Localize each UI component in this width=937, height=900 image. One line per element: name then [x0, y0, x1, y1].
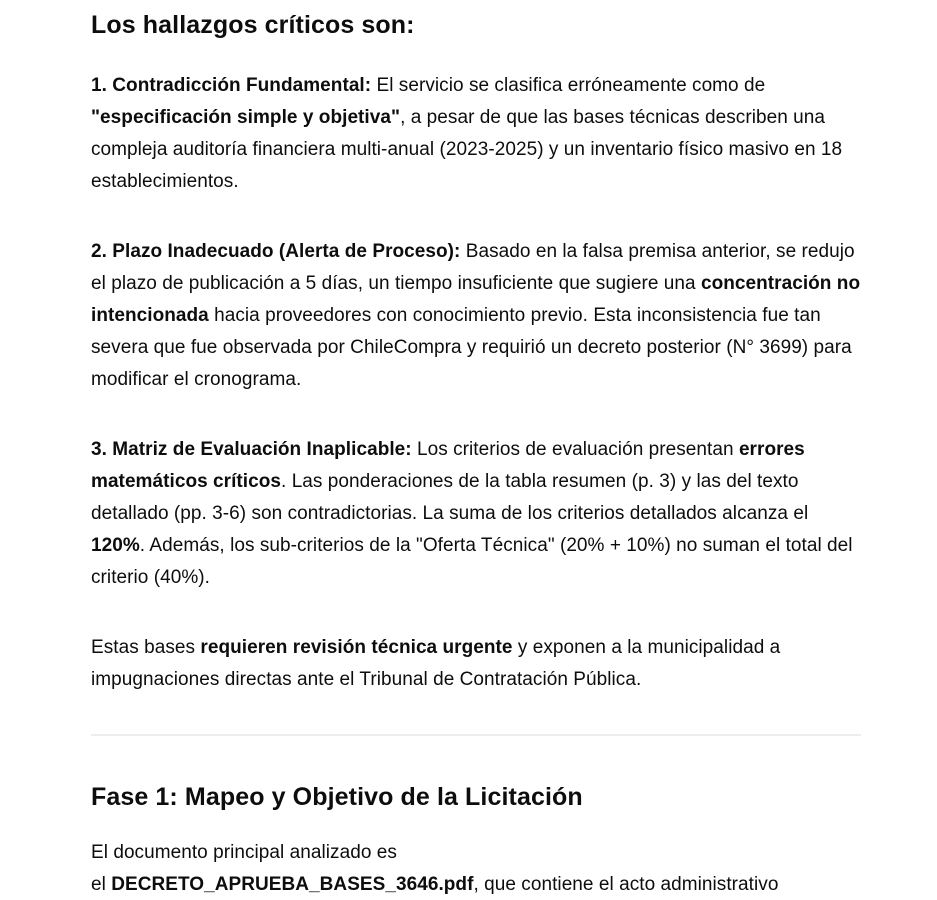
heading-hallazgos-criticos: Los hallazgos críticos son: [91, 11, 415, 39]
paragraph-finding-2-plazo: 2. Plazo Inadecuado (Alerta de Proceso): Basado en la falsa premisa anterior, se redujo el plazo de publicación a 5 días, un tiempo insuficiente que sugiere una concentración no intencionada hacia proveedores con conocimiento previo. Esta inconsistencia fue tan severa que fue observada por ChileCompra y requirió un decreto posterior (N° 3699) para modificar el cronograma. [91, 241, 861, 390]
paragraph-finding-3-matriz: 3. Matriz de Evaluación Inaplicable: Los criterios de evaluación presentan errores matemáticos críticos. Las ponderaciones de la tabla resumen (p. 3) y las del texto detallado (pp. 3-6) son contradictorias. La suma de los criterios detallados alcanza el 120%. Además, los sub-criterios de la "Oferta Técnica" (20% + 10%) no suman el total del criterio (40%). [91, 439, 853, 588]
paragraph-closing-warning: Estas bases requieren revisión técnica urgente y exponen a la municipalidad a impugnaciones directas ante el Tribunal de Contratación Pública. [91, 637, 781, 690]
paragraph-finding-1-contradiccion: 1. Contradicción Fundamental: El servicio se clasifica erróneamente como de "especificación simple y objetiva", a pesar de que las bases técnicas describen una compleja auditoría financiera multi-anual (2023-2025) y un inventario físico masivo en 18 establecimientos. [91, 75, 843, 192]
heading-fase-1: Fase 1: Mapeo y Objetivo de la Licitación [91, 783, 583, 811]
paragraph-fase1-intro: El documento principal analizado es el DECRETO_APRUEBA_BASES_3646.pdf, que contiene el acto administrativo [91, 842, 779, 895]
section-divider [91, 734, 861, 736]
